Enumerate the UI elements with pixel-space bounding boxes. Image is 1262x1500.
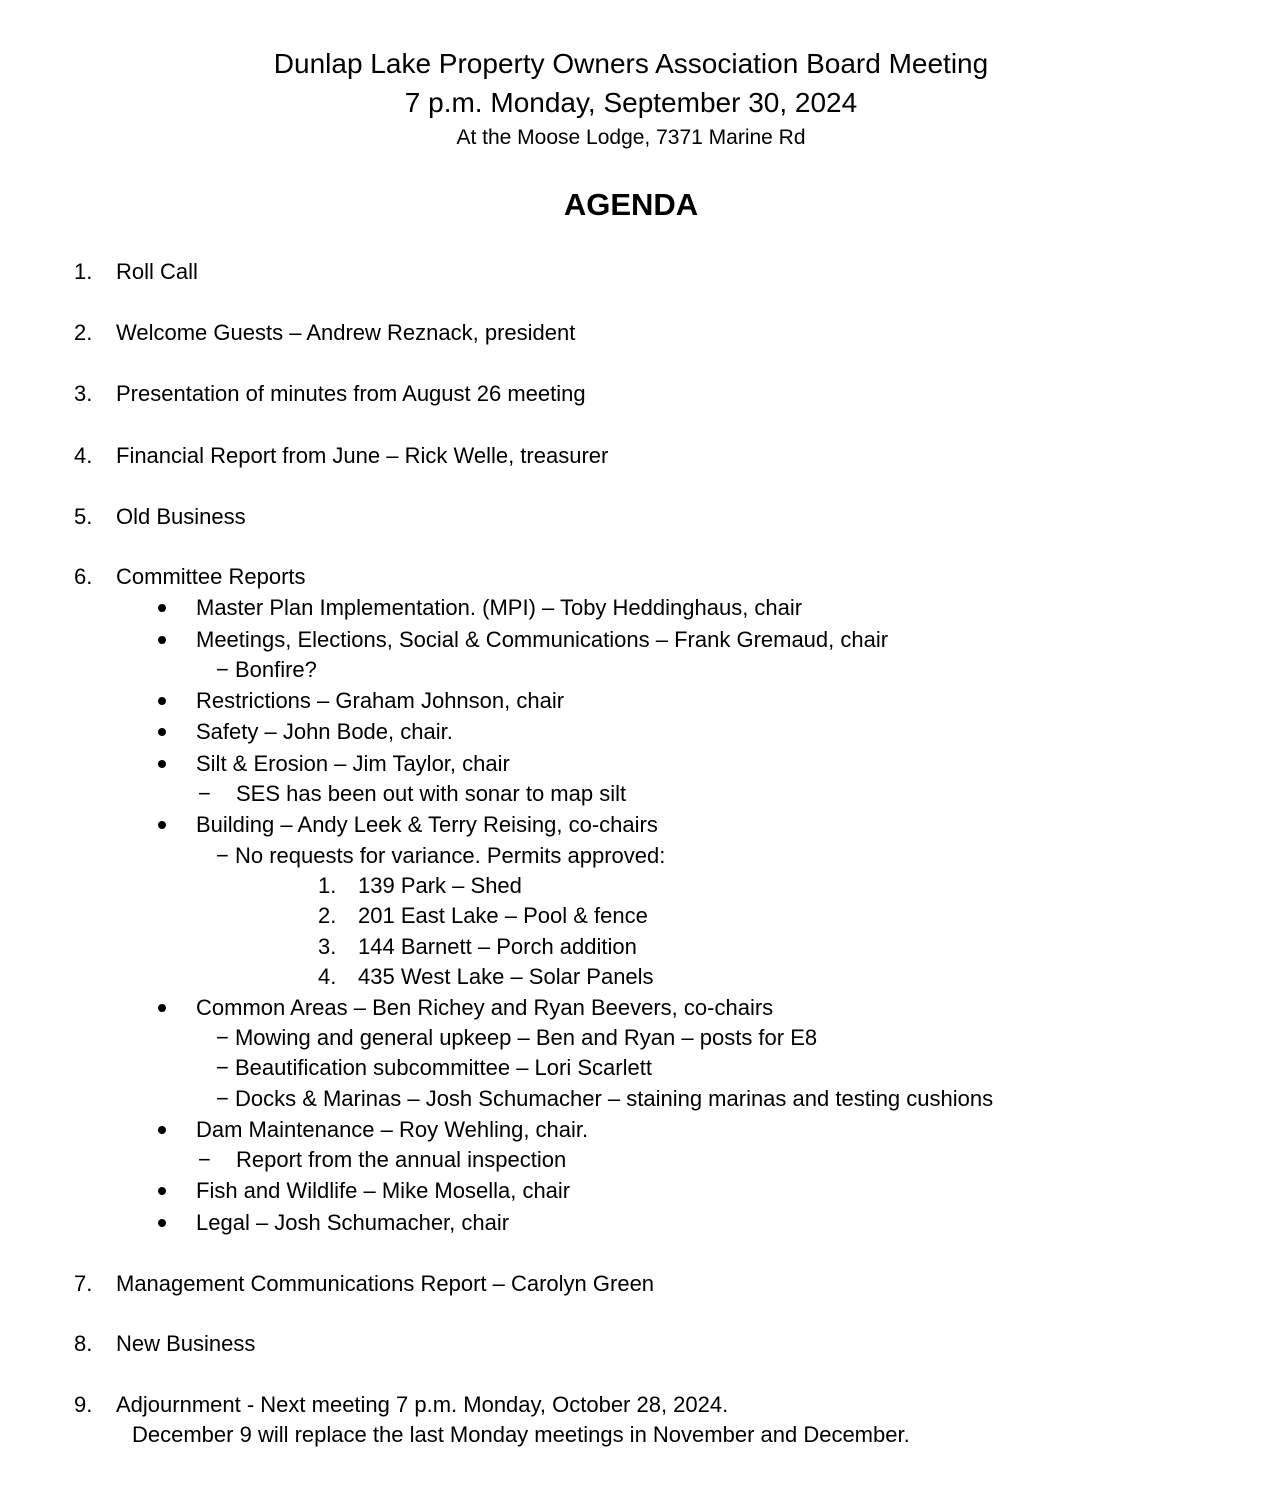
item-number: 9. (74, 1392, 93, 1417)
bullet-icon (158, 1126, 166, 1134)
agenda-item-minutes: Presentation of minutes from August 26 meeting (116, 381, 586, 406)
item-number: 1. (74, 259, 93, 284)
agenda-item-adjournment: Adjournment - Next meeting 7 p.m. Monday, October 28, 2024. (116, 1392, 729, 1417)
bullet-icon (158, 760, 166, 768)
committee-common-areas-sub: − Beautification subcommittee – Lori Scarlett (216, 1055, 652, 1080)
committee-building-sub: − No requests for variance. Permits approved: (216, 843, 666, 868)
meeting-title: Dunlap Lake Property Owners Association Board Meeting (273, 48, 989, 79)
bullet-icon (158, 821, 166, 829)
agenda-item-committee-reports: Committee Reports (116, 564, 306, 589)
adjournment-note: December 9 will replace the last Monday meetings in November and December. (132, 1422, 910, 1447)
permit-number: 4. (318, 964, 337, 989)
agenda-item-welcome-guests: Welcome Guests – Andrew Reznack, president (116, 320, 576, 345)
committee-dam-maintenance-sub: Report from the annual inspection (236, 1147, 567, 1172)
bullet-icon (158, 1219, 166, 1227)
committee-common-areas: Common Areas – Ben Richey and Ryan Beevers, co-chairs (196, 995, 774, 1020)
bullet-icon (158, 1004, 166, 1012)
item-number: 6. (74, 564, 93, 589)
meeting-location: At the Moose Lodge, 7371 Marine Rd (456, 126, 806, 149)
agenda-heading: AGENDA (563, 187, 699, 222)
permit-item: 201 East Lake – Pool & fence (358, 903, 648, 928)
bullet-icon (158, 604, 166, 612)
committee-common-areas-sub: − Docks & Marinas – Josh Schumacher – staining marinas and testing cushions (216, 1086, 994, 1111)
committee-meetings-sub: − Bonfire? (216, 657, 317, 682)
agenda-item-roll-call: Roll Call (116, 259, 198, 284)
committee-meetings: Meetings, Elections, Social & Communications – Frank Gremaud, chair (196, 627, 889, 652)
bullet-icon (158, 728, 166, 736)
permit-item: 139 Park – Shed (358, 873, 522, 898)
item-number: 8. (74, 1331, 93, 1356)
committee-dam-maintenance: Dam Maintenance – Roy Wehling, chair. (196, 1117, 589, 1142)
permit-number: 2. (318, 903, 337, 928)
agenda-item-management-report: Management Communications Report – Carolyn Green (116, 1271, 655, 1296)
permit-number: 3. (318, 934, 337, 959)
item-number: 7. (74, 1271, 93, 1296)
permit-item: 144 Barnett – Porch addition (358, 934, 637, 959)
meeting-datetime: 7 p.m. Monday, September 30, 2024 (404, 87, 858, 118)
agenda-item-financial-report: Financial Report from June – Rick Welle, treasurer (116, 443, 609, 468)
committee-safety: Safety – John Bode, chair. (196, 719, 453, 744)
committee-restrictions: Restrictions – Graham Johnson, chair (196, 688, 565, 713)
bullet-icon (158, 697, 166, 705)
bullet-icon (158, 636, 166, 644)
permit-item: 435 West Lake – Solar Panels (358, 964, 654, 989)
item-number: 5. (74, 504, 93, 529)
item-number: 3. (74, 381, 93, 406)
committee-common-areas-sub: − Mowing and general upkeep – Ben and Ryan – posts for E8 (216, 1025, 818, 1050)
permit-number: 1. (318, 873, 337, 898)
committee-silt-erosion: Silt & Erosion – Jim Taylor, chair (196, 751, 510, 776)
agenda-item-new-business: New Business (116, 1331, 256, 1356)
dash-marker: − (198, 781, 211, 806)
item-number: 2. (74, 320, 93, 345)
committee-mpi: Master Plan Implementation. (MPI) – Toby Heddinghaus, chair (196, 595, 803, 620)
committee-silt-erosion-sub: SES has been out with sonar to map silt (236, 781, 627, 806)
dash-marker: − (198, 1147, 211, 1172)
agenda-item-old-business: Old Business (116, 504, 246, 529)
item-number: 4. (74, 443, 93, 468)
bullet-icon (158, 1187, 166, 1195)
committee-building: Building – Andy Leek & Terry Reising, co-chairs (196, 812, 658, 837)
committee-legal: Legal – Josh Schumacher, chair (196, 1210, 510, 1235)
committee-fish-wildlife: Fish and Wildlife – Mike Mosella, chair (196, 1178, 571, 1203)
